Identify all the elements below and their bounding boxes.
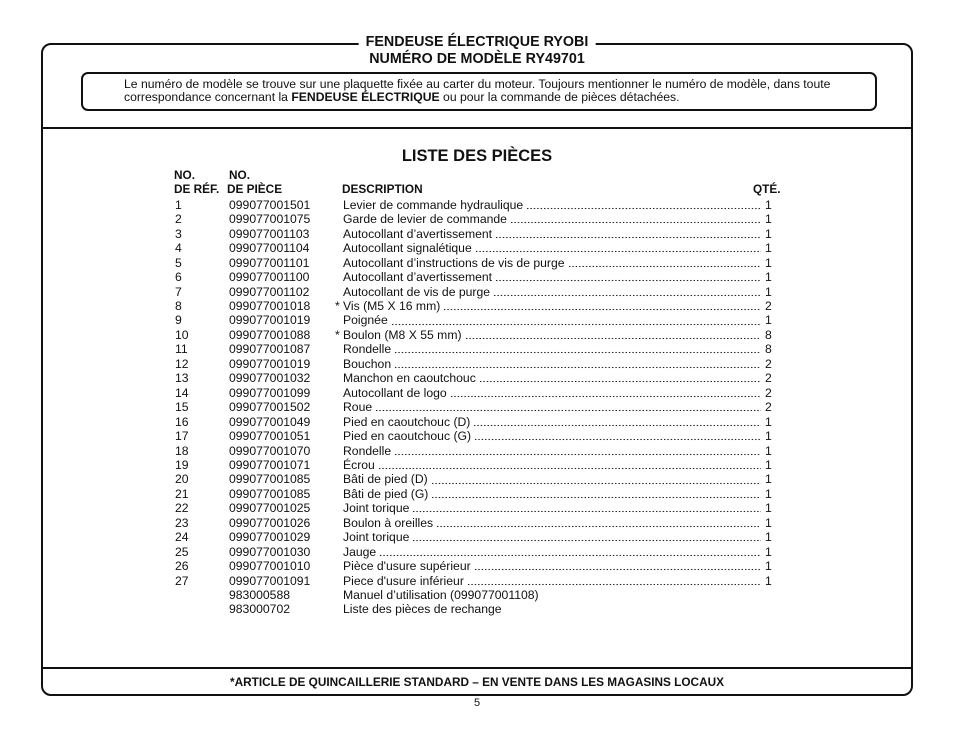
part-number: 099077001104 (229, 241, 310, 256)
part-number: 099077001103 (229, 226, 310, 241)
parts-row (175, 429, 772, 443)
dot-leader (436, 516, 761, 530)
quantity: 2 (765, 385, 772, 400)
part-description: Autocollant signalétique (343, 241, 472, 256)
description-cell (343, 357, 762, 371)
quantity: 1 (765, 226, 772, 241)
reference-number: 10 (175, 327, 189, 342)
parts-row (175, 415, 772, 429)
part-description: Garde de levier de commande (343, 212, 507, 227)
part-description: Liste des pièces de rechange (343, 602, 502, 617)
part-description: Autocollant d’instructions de vis de purge (343, 255, 565, 270)
description-cell (343, 270, 762, 284)
reference-number: 19 (175, 457, 189, 472)
part-number: 099077001091 (229, 573, 311, 588)
title-model-number: NUMÉRO DE MODÈLE RY49701 (369, 50, 585, 67)
description-cell (343, 545, 762, 559)
part-description: Autocollant d’avertissement (343, 270, 493, 285)
dot-leader (391, 313, 761, 327)
description-cell (343, 588, 762, 602)
parts-row (175, 472, 772, 486)
part-number: 983000702 (229, 602, 291, 617)
description-cell (343, 487, 762, 501)
reference-number: 23 (175, 515, 189, 530)
part-description: Levier de commande hydraulique (343, 197, 524, 212)
dot-leader (473, 415, 761, 429)
col-header-ref-line-2: DE RÉF. (174, 182, 220, 196)
part-description: Rondelle (343, 342, 392, 357)
part-number: 099077001502 (229, 400, 311, 415)
quantity: 1 (765, 197, 772, 212)
dot-leader (394, 342, 761, 356)
description-cell (335, 327, 762, 342)
quantity: 2 (765, 400, 772, 415)
part-description: Roue (343, 400, 373, 415)
description-cell (343, 256, 762, 270)
quantity: 1 (765, 255, 772, 270)
reference-number: 14 (175, 385, 189, 400)
part-number: 099077001100 (229, 270, 310, 285)
reference-number: 24 (175, 530, 189, 545)
description-cell (343, 444, 762, 458)
part-number: 099077001099 (229, 385, 311, 400)
parts-row (175, 313, 772, 327)
part-description: Pied en caoutchouc (D) (343, 414, 471, 429)
part-number: 099077001032 (229, 371, 311, 386)
standard-hardware-footnote: *ARTICLE DE QUINCAILLERIE STANDARD – EN VENTE DANS LES MAGASINS LOCAUX (230, 675, 724, 689)
description-cell (343, 516, 762, 530)
dot-leader (431, 472, 761, 486)
part-description: Poignée (343, 313, 388, 328)
dot-leader (412, 501, 761, 515)
parts-row (175, 270, 772, 284)
dot-leader (431, 487, 761, 501)
description-cell (343, 400, 762, 414)
parts-row (175, 342, 772, 356)
description-cell (343, 342, 762, 356)
quantity: 1 (765, 544, 772, 559)
part-number: 099077001071 (229, 457, 311, 472)
quantity: 2 (765, 356, 772, 371)
description-cell (343, 241, 762, 255)
quantity: 1 (765, 270, 772, 285)
part-description: Écrou (343, 457, 375, 472)
part-description: Vis (M5 X 16 mm) (343, 298, 441, 313)
quantity: 1 (765, 313, 772, 328)
part-number: 099077001085 (229, 472, 311, 487)
part-number: 099077001085 (229, 486, 311, 501)
standard-hardware-marker: * (335, 327, 340, 342)
parts-row (175, 227, 772, 241)
quantity: 1 (765, 443, 772, 458)
quantity: 1 (765, 212, 772, 227)
reference-number: 22 (175, 501, 189, 516)
quantity: 8 (765, 342, 772, 357)
reference-number (175, 602, 229, 616)
dot-leader (467, 574, 761, 588)
parts-row (175, 256, 772, 270)
reference-number: 8 (175, 298, 182, 313)
description-cell (343, 472, 762, 486)
parts-row (175, 386, 772, 400)
part-number: 099077001087 (229, 342, 311, 357)
parts-row (175, 371, 772, 385)
part-description: Manchon en caoutchouc (343, 371, 476, 386)
dot-leader (493, 285, 761, 299)
quantity: 1 (765, 573, 772, 588)
parts-row (175, 487, 772, 501)
dot-leader (474, 559, 761, 573)
part-number: 099077001025 (229, 501, 311, 516)
reference-number: 1 (175, 197, 182, 212)
notice-line-2 (124, 91, 875, 104)
dot-leader (510, 212, 761, 226)
part-number: 099077001101 (229, 255, 310, 270)
part-description: Bâti de pied (D) (343, 472, 428, 487)
part-number: 099077001075 (229, 212, 311, 227)
reference-number: 15 (175, 400, 189, 415)
quantity: 8 (765, 327, 772, 342)
part-description: Autocollant de vis de purge (343, 284, 491, 299)
dot-leader (375, 400, 761, 414)
footer-divider (41, 667, 913, 669)
reference-number: 9 (175, 313, 182, 328)
parts-row (175, 602, 772, 616)
reference-number: 3 (175, 226, 182, 241)
notice-text-end: ou pour la commande de pièces détachées. (439, 89, 680, 104)
part-number: 099077001010 (229, 559, 311, 574)
quantity: 1 (765, 530, 772, 545)
reference-number: 2 (175, 212, 182, 227)
description-cell (343, 371, 762, 385)
description-cell (343, 458, 762, 472)
parts-row (175, 588, 772, 602)
part-number: 099077001051 (229, 429, 311, 444)
title-product-name: FENDEUSE ÉLECTRIQUE RYOBI (365, 33, 589, 50)
dot-leader (450, 386, 761, 400)
col-header-part-line-2: DE PIÈCE (227, 182, 283, 196)
part-number: 099077001501 (229, 197, 311, 212)
part-description: Bouchon (343, 356, 392, 371)
parts-row (175, 357, 772, 371)
part-description: Boulon à oreilles (343, 515, 434, 530)
part-description: Bâti de pied (G) (343, 486, 429, 501)
description-cell (343, 530, 762, 544)
notice-line-1: Le numéro de modèle se trouve sur une plaquette fixée au carter du moteur. Toujours mentionner le numéro de modèle, dans toute (124, 76, 831, 91)
parts-row (175, 545, 772, 559)
dot-leader (443, 299, 761, 313)
reference-number: 26 (175, 559, 189, 574)
part-number: 099077001029 (229, 530, 311, 545)
parts-row (175, 501, 772, 515)
parts-row (175, 299, 772, 313)
reference-number: 25 (175, 544, 189, 559)
reference-number: 12 (175, 356, 189, 371)
dot-leader (394, 357, 761, 371)
document-title (359, 34, 596, 68)
parts-list-heading: LISTE DES PIÈCES (401, 147, 553, 165)
quantity: 1 (765, 515, 772, 530)
reference-number: 6 (175, 270, 182, 285)
parts-table-body (175, 198, 772, 617)
description-cell (343, 574, 762, 588)
part-description: Joint torique (343, 530, 410, 545)
reference-number: 16 (175, 414, 189, 429)
quantity: 1 (765, 429, 772, 444)
reference-number: 21 (175, 486, 189, 501)
reference-number: 4 (175, 241, 182, 256)
part-description: Pièce d'usure supérieur (343, 559, 471, 574)
description-cell (343, 313, 762, 327)
parts-row (175, 212, 772, 226)
col-header-description: DESCRIPTION (342, 182, 423, 196)
dot-leader (378, 458, 761, 472)
product-name-emphasis: FENDEUSE ÉLECTRIQUE (291, 89, 440, 104)
part-number: 099077001018 (229, 298, 311, 313)
quantity: 1 (765, 486, 772, 501)
notice-text-start: correspondance concernant la (124, 89, 292, 104)
quantity: 1 (765, 414, 772, 429)
part-number: 099077001070 (229, 443, 311, 458)
reference-number: 27 (175, 573, 189, 588)
reference-number: 20 (175, 472, 189, 487)
description-cell (343, 429, 762, 443)
description-cell (343, 386, 762, 400)
quantity: 1 (765, 241, 772, 256)
col-header-ref-line-1: NO. (174, 168, 195, 182)
parts-row (175, 285, 772, 299)
part-description: Autocollant de logo (343, 385, 447, 400)
quantity: 1 (765, 501, 772, 516)
reference-number: 18 (175, 443, 189, 458)
reference-number: 17 (175, 429, 189, 444)
parts-row (175, 400, 772, 414)
dot-leader (526, 198, 761, 212)
part-description: Piece d'usure inférieur (343, 573, 464, 588)
part-number: 983000588 (229, 588, 291, 603)
part-number: 099077001019 (229, 356, 311, 371)
description-cell (343, 285, 762, 299)
parts-row (175, 458, 772, 472)
description-cell (343, 415, 762, 429)
dot-leader (568, 256, 761, 270)
parts-row (175, 198, 772, 212)
part-description: Jauge (343, 544, 377, 559)
dot-leader (479, 371, 761, 385)
parts-row (175, 574, 772, 588)
dot-leader (474, 429, 761, 443)
part-number: 099077001088 (229, 327, 311, 342)
part-description: Rondelle (343, 443, 392, 458)
part-number: 099077001049 (229, 414, 311, 429)
dot-leader (465, 328, 761, 342)
dot-leader (495, 270, 761, 284)
part-number: 099077001019 (229, 313, 311, 328)
header-divider (41, 127, 913, 129)
reference-number: 5 (175, 255, 182, 270)
quantity: 1 (765, 457, 772, 472)
quantity: 1 (765, 472, 772, 487)
dot-leader (394, 444, 761, 458)
parts-row (175, 530, 772, 544)
part-description: Pied en caoutchouc (G) (343, 429, 472, 444)
part-description: Manuel d’utilisation (099077001108) (343, 588, 539, 603)
description-cell (335, 298, 762, 313)
part-number: 099077001030 (229, 544, 311, 559)
parts-row (175, 444, 772, 458)
reference-number: 11 (175, 342, 188, 357)
description-cell (343, 559, 762, 573)
description-cell (343, 212, 762, 226)
col-header-part-line-1: NO. (229, 168, 250, 182)
dot-leader (379, 545, 761, 559)
dot-leader (495, 227, 761, 241)
description-cell (343, 198, 762, 212)
part-number: 099077001102 (229, 284, 310, 299)
quantity: 1 (765, 559, 772, 574)
dot-leader (475, 241, 761, 255)
quantity: 2 (765, 298, 772, 313)
model-number-notice (81, 72, 877, 111)
description-cell (343, 227, 762, 241)
quantity: 1 (765, 284, 772, 299)
part-description: Joint torique (343, 501, 410, 516)
quantity: 2 (765, 371, 772, 386)
part-number: 099077001026 (229, 515, 311, 530)
reference-number: 7 (175, 284, 182, 299)
part-description: Boulon (M8 X 55 mm) (343, 327, 462, 342)
parts-row (175, 559, 772, 573)
parts-row (175, 516, 772, 530)
page-number: 5 (473, 697, 481, 709)
col-header-quantity: QTÉ. (753, 182, 781, 196)
part-description: Autocollant d’avertissement (343, 226, 493, 241)
description-cell (343, 602, 762, 616)
standard-hardware-marker: * (335, 298, 340, 313)
reference-number: 13 (175, 371, 189, 386)
reference-number (175, 588, 229, 602)
parts-row (175, 241, 772, 255)
description-cell (343, 501, 762, 515)
dot-leader (412, 530, 761, 544)
parts-row (175, 328, 772, 342)
